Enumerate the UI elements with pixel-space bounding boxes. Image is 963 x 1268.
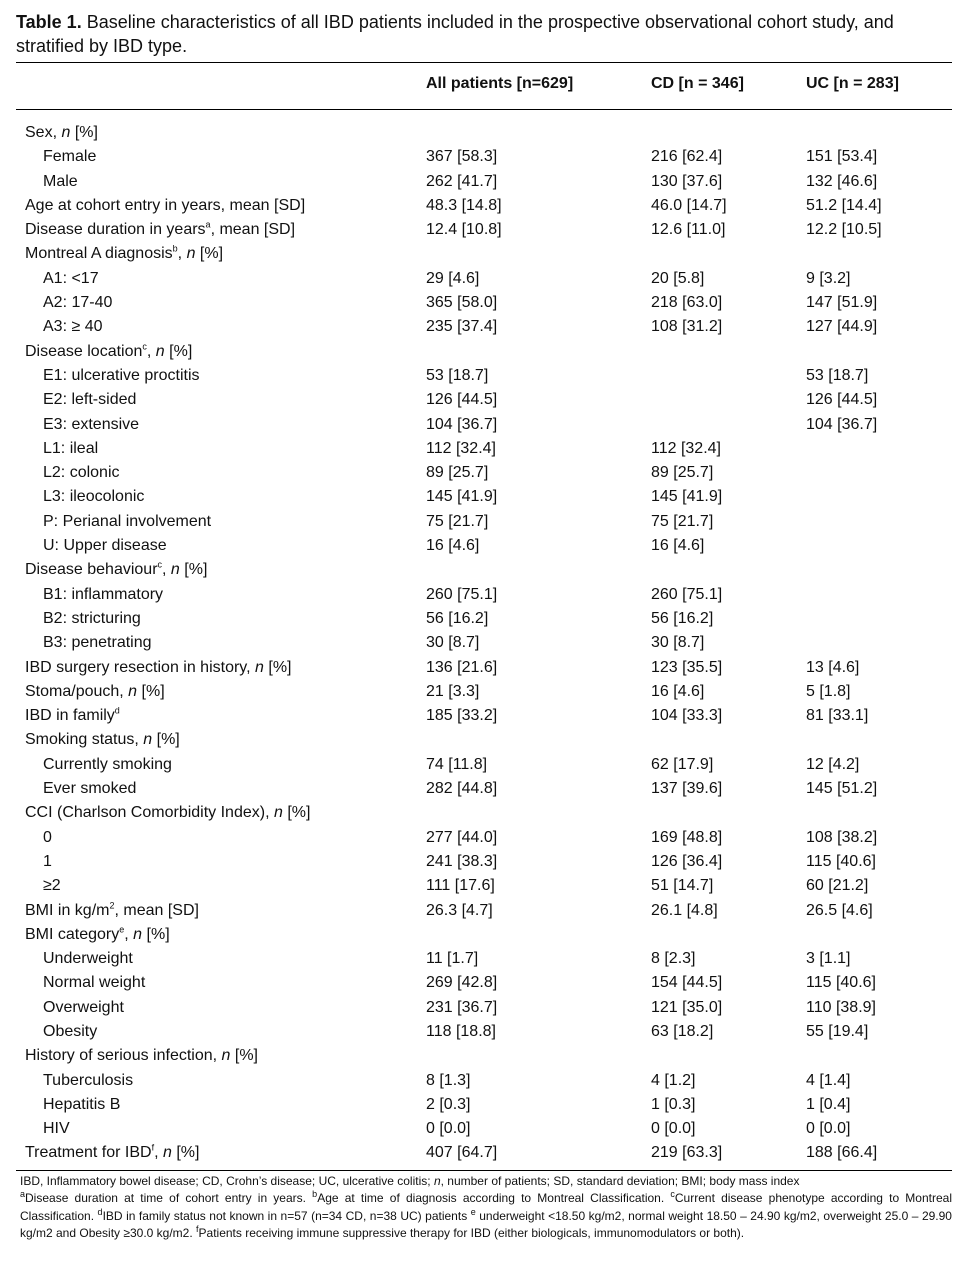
cell-all-patients: 367 [58.3]: [426, 148, 498, 166]
row-label: Disease behaviour$^c$, n [%]: [25, 560, 208, 579]
table-row: [16, 510, 952, 534]
cell-all-patients: 56 [16.2]: [426, 609, 489, 627]
table-row: [16, 1141, 952, 1165]
table-row: [16, 777, 952, 801]
cell-uc: 12.2 [10.5]: [806, 221, 882, 239]
cell-all-patients: 11 [1.7]: [426, 950, 479, 968]
row-label: U: Upper disease: [43, 537, 167, 555]
cell-all-patients: 75 [21.7]: [426, 512, 489, 530]
row-label: Underweight: [43, 950, 133, 968]
row-label: CCI (Charlson Comorbidity Index), n [%]: [25, 804, 311, 822]
row-label: Normal weight: [43, 974, 146, 992]
caption-text: Baseline characteristics of all IBD patients included in the prospective observational cohort study, and stratified by IBD type.: [16, 12, 894, 56]
table-row: [16, 850, 952, 874]
cell-all-patients: 111 [17.6]: [426, 877, 495, 895]
cell-uc: 13 [4.6]: [806, 658, 860, 676]
cell-all-patients: 2 [0.3]: [426, 1095, 471, 1113]
cell-uc: 115 [40.6]: [806, 852, 876, 870]
cell-all-patients: 0 [0.0]: [426, 1120, 471, 1138]
table-row: [16, 656, 952, 680]
cell-all-patients: 112 [32.4]: [426, 439, 496, 457]
table-row: [16, 899, 952, 923]
cell-cd: 154 [44.5]: [651, 974, 723, 992]
table-row: [16, 728, 952, 752]
table-row: [16, 1069, 952, 1093]
cell-uc: 108 [38.2]: [806, 828, 878, 846]
table-row: [16, 704, 952, 728]
table-row: [16, 534, 952, 558]
table-row: [16, 485, 952, 509]
cell-uc: 132 [46.6]: [806, 172, 878, 190]
table-row: [16, 145, 952, 169]
cell-uc: 1 [0.4]: [806, 1095, 851, 1113]
cell-cd: 30 [8.7]: [651, 634, 705, 652]
row-label: B3: penetrating: [43, 634, 152, 652]
cell-all-patients: 407 [64.7]: [426, 1144, 498, 1162]
table-row: [16, 874, 952, 898]
cell-all-patients: 365 [58.0]: [426, 294, 498, 312]
row-label: 1: [43, 852, 52, 870]
cell-uc: 55 [19.4]: [806, 1022, 869, 1040]
cell-cd: 89 [25.7]: [651, 464, 714, 482]
table-row: [16, 558, 952, 582]
table-row: [16, 267, 952, 291]
row-label: E1: ulcerative proctitis: [43, 366, 200, 384]
row-label: Female: [43, 148, 97, 166]
row-label: Treatment for IBD$^f$, n [%]: [25, 1143, 200, 1162]
column-header-cd: CD [n = 346]: [651, 75, 744, 92]
table-row: [16, 680, 952, 704]
cell-uc: 188 [66.4]: [806, 1144, 878, 1162]
row-label: BMI in $kg/m^2$, mean [SD]: [25, 900, 199, 919]
row-label: Tuberculosis: [43, 1071, 134, 1089]
footnote-abbreviations: IBD, Inflammatory bowel disease; CD, Crohn’s disease; UC, ulcerative colitis; n, number of patients; SD, standard deviation; BMI; body mass index: [20, 1173, 800, 1188]
cell-all-patients: 282 [44.8]: [426, 780, 498, 798]
row-label: A1: <17: [43, 269, 99, 287]
table-row: [16, 583, 952, 607]
table-footnotes: [20, 1173, 952, 1243]
table-caption: [16, 10, 952, 58]
cell-all-patients: 48.3 [14.8]: [426, 196, 502, 214]
row-label: Overweight: [43, 998, 124, 1016]
row-label: L2: colonic: [43, 464, 120, 482]
row-label: A3: ≥ 40: [43, 318, 103, 336]
table-row: [16, 437, 952, 461]
cell-cd: 51 [14.7]: [651, 877, 714, 895]
row-label: E3: extensive: [43, 415, 140, 433]
cell-cd: 75 [21.7]: [651, 512, 714, 530]
table-header-row: [16, 69, 952, 110]
column-header-all: All patients [n=629]: [426, 75, 574, 92]
row-label: Age at cohort entry in years, mean [SD]: [25, 196, 306, 214]
cell-all-patients: 21 [3.3]: [426, 682, 480, 700]
row-label: Montreal A diagnosis$^b$, n [%]: [25, 244, 224, 263]
row-label: BMI category$^e$, n [%]: [25, 924, 170, 943]
cell-all-patients: 145 [41.9]: [426, 488, 498, 506]
cell-cd: 218 [63.0]: [651, 294, 723, 312]
cell-uc: 60 [21.2]: [806, 877, 869, 895]
row-label: Currently smoking: [43, 755, 172, 773]
table-body: [16, 121, 952, 1166]
cell-all-patients: 231 [36.7]: [426, 998, 498, 1016]
cell-uc: 147 [51.9]: [806, 294, 878, 312]
table-row: [16, 170, 952, 194]
row-label: Stoma/pouch, n [%]: [25, 682, 165, 700]
caption-label: Table 1.: [16, 12, 82, 32]
row-label: 0: [43, 828, 52, 846]
cell-cd: 0 [0.0]: [651, 1120, 696, 1138]
cell-cd: 123 [35.5]: [651, 658, 723, 676]
table-row: [16, 801, 952, 825]
table-row: [16, 461, 952, 485]
row-label: History of serious infection, n [%]: [25, 1047, 258, 1065]
cell-all-patients: 26.3 [4.7]: [426, 901, 493, 919]
cell-uc: 104 [36.7]: [806, 415, 878, 433]
cell-all-patients: 260 [75.1]: [426, 585, 498, 603]
cell-cd: 169 [48.8]: [651, 828, 723, 846]
cell-cd: 126 [36.4]: [651, 852, 723, 870]
row-label: B1: inflammatory: [43, 585, 164, 603]
table-top-rule: [16, 62, 952, 63]
cell-uc: 145 [51.2]: [806, 780, 878, 798]
row-label: L3: ileocolonic: [43, 488, 145, 506]
cell-all-patients: 12.4 [10.8]: [426, 221, 502, 239]
cell-cd: 16 [4.6]: [651, 682, 705, 700]
cell-cd: 137 [39.6]: [651, 780, 723, 798]
cell-all-patients: 126 [44.5]: [426, 391, 498, 409]
table-row: [16, 242, 952, 266]
row-label: Ever smoked: [43, 780, 137, 798]
row-label: Male: [43, 172, 78, 190]
table-container: [16, 10, 952, 1243]
cell-cd: 216 [62.4]: [651, 148, 723, 166]
cell-uc: 5 [1.8]: [806, 682, 851, 700]
cell-uc: 4 [1.4]: [806, 1071, 851, 1089]
cell-cd: 16 [4.6]: [651, 537, 705, 555]
cell-all-patients: 89 [25.7]: [426, 464, 489, 482]
table-row: [16, 607, 952, 631]
table-row: [16, 1093, 952, 1117]
cell-all-patients: 53 [18.7]: [426, 366, 489, 384]
cell-uc: 81 [33.1]: [806, 707, 869, 725]
table-row: [16, 340, 952, 364]
cell-uc: 26.5 [4.6]: [806, 901, 873, 919]
row-label: L1: ileal: [43, 439, 99, 457]
cell-uc: 12 [4.2]: [806, 755, 860, 773]
row-label: P: Perianal involvement: [43, 512, 212, 530]
cell-all-patients: 269 [42.8]: [426, 974, 498, 992]
cell-cd: 112 [32.4]: [651, 439, 721, 457]
cell-uc: 0 [0.0]: [806, 1120, 851, 1138]
row-label: Disease duration in years$^a$, mean [SD]: [25, 219, 296, 239]
row-label: Hepatitis B: [43, 1095, 121, 1113]
cell-cd: 104 [33.3]: [651, 707, 723, 725]
row-label: A2: 17-40: [43, 294, 113, 312]
cell-all-patients: 185 [33.2]: [426, 707, 498, 725]
table-row: [16, 121, 952, 145]
cell-uc: 126 [44.5]: [806, 391, 878, 409]
cell-uc: 9 [3.2]: [806, 269, 851, 287]
cell-cd: 63 [18.2]: [651, 1022, 714, 1040]
row-label: Obesity: [43, 1022, 98, 1040]
cell-all-patients: 118 [18.8]: [426, 1022, 496, 1040]
cell-cd: 26.1 [4.8]: [651, 901, 718, 919]
cell-all-patients: 8 [1.3]: [426, 1071, 471, 1089]
cell-cd: 108 [31.2]: [651, 318, 723, 336]
cell-cd: 1 [0.3]: [651, 1095, 696, 1113]
table-row: [16, 1044, 952, 1068]
column-header-uc: UC [n = 283]: [806, 75, 899, 92]
cell-cd: 46.0 [14.7]: [651, 196, 727, 214]
cell-cd: 62 [17.9]: [651, 755, 714, 773]
cell-uc: 51.2 [14.4]: [806, 196, 882, 214]
cell-cd: 20 [5.8]: [651, 269, 705, 287]
table-row: [16, 218, 952, 242]
cell-all-patients: 104 [36.7]: [426, 415, 498, 433]
table-row: [16, 753, 952, 777]
table-row: [16, 631, 952, 655]
row-label: B2: stricturing: [43, 609, 141, 627]
table-row: [16, 826, 952, 850]
table-row: [16, 923, 952, 947]
table-row: [16, 971, 952, 995]
cell-uc: 127 [44.9]: [806, 318, 878, 336]
table-row: [16, 1117, 952, 1141]
cell-cd: 145 [41.9]: [651, 488, 723, 506]
cell-cd: 260 [75.1]: [651, 585, 723, 603]
cell-all-patients: 235 [37.4]: [426, 318, 498, 336]
table-row: [16, 315, 952, 339]
cell-all-patients: 277 [44.0]: [426, 828, 498, 846]
cell-uc: 53 [18.7]: [806, 366, 869, 384]
cell-all-patients: 16 [4.6]: [426, 537, 480, 555]
table-row: [16, 388, 952, 412]
cell-cd: 219 [63.3]: [651, 1144, 723, 1162]
cell-all-patients: 30 [8.7]: [426, 634, 480, 652]
table-bottom-rule: [16, 1170, 952, 1171]
cell-cd: 56 [16.2]: [651, 609, 714, 627]
cell-all-patients: 262 [41.7]: [426, 172, 498, 190]
row-label: HIV: [43, 1120, 70, 1138]
row-label: E2: left-sided: [43, 391, 137, 409]
cell-all-patients: 74 [11.8]: [426, 755, 488, 773]
footnote-notes: $^a$Disease duration at time of cohort entry in years. $^b$Age at time of diagnosis according to Montreal Classification. $^c$Current disease phenotype according to Montreal Classification. $^d$IBD in family status not known in n=57 (n=34 CD, n=38 UC) patients $^e$ underweight <18.50 kg/m2, normal weight 18.50 – 24.90 kg/m2, overweight 25.0 – 29.90 kg/m2 and Obesity ≥30.0 kg/m2. $^f$Patients receiving immune suppressive therapy for IBD (either biologicals, immunomodulators or both).: [20, 1189, 952, 1241]
cell-all-patients: 136 [21.6]: [426, 658, 498, 676]
row-label: IBD in family$^d$: [25, 705, 120, 725]
table-row: [16, 1020, 952, 1044]
row-label: ≥2: [43, 877, 61, 895]
cell-cd: 121 [35.0]: [651, 998, 723, 1016]
cell-uc: 3 [1.1]: [806, 950, 851, 968]
table-row: [16, 947, 952, 971]
cell-cd: 12.6 [11.0]: [651, 221, 726, 239]
row-label: Disease location$^c$, n [%]: [25, 341, 193, 360]
table-row: [16, 364, 952, 388]
table-row: [16, 413, 952, 437]
row-label: IBD surgery resection in history, n [%]: [25, 658, 292, 676]
cell-uc: 110 [38.9]: [806, 998, 876, 1016]
table-row: [16, 291, 952, 315]
cell-uc: 115 [40.6]: [806, 974, 876, 992]
cell-cd: 4 [1.2]: [651, 1071, 696, 1089]
cell-cd: 8 [2.3]: [651, 950, 696, 968]
row-label: Sex, n [%]: [25, 124, 98, 141]
cell-all-patients: 29 [4.6]: [426, 269, 480, 287]
cell-cd: 130 [37.6]: [651, 172, 723, 190]
cell-uc: 151 [53.4]: [806, 148, 878, 166]
row-label: Smoking status, n [%]: [25, 731, 180, 749]
table-row: [16, 194, 952, 218]
cell-all-patients: 241 [38.3]: [426, 852, 498, 870]
table-row: [16, 996, 952, 1020]
